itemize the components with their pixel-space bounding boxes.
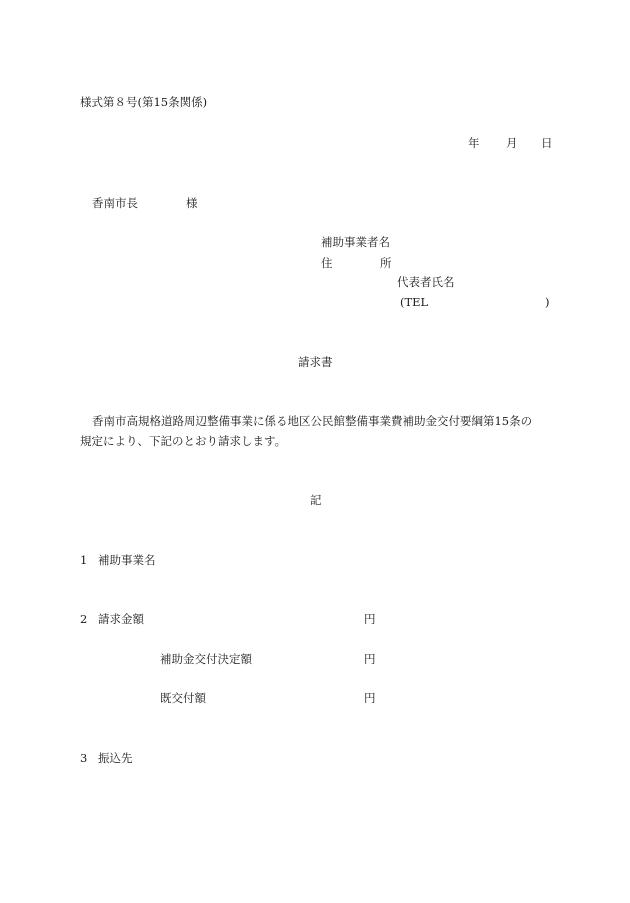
item2-unit: 円 <box>364 612 376 626</box>
date-day-label: 日 <box>541 136 553 150</box>
tel-label-open: (TEL <box>400 295 429 309</box>
already-paid-label: 既交付額 <box>160 691 206 705</box>
item2-label: 請求金額 <box>98 612 144 626</box>
applicant-org-label: 補助事業者名 <box>321 235 390 249</box>
body-text-line-2: 規定により、下記のとおり請求します。 <box>80 434 287 448</box>
decided-amount-label: 補助金交付決定額 <box>160 652 252 666</box>
addressee-name: 香南市長 <box>92 196 138 210</box>
decided-amount-unit: 円 <box>364 652 376 666</box>
item3-number: 3 <box>80 751 88 765</box>
form-number: 様式第８号(第15条関係) <box>80 95 208 109</box>
body-text-line-1: 香南市高規格道路周辺整備事業に係る地区公民館整備事業費補助金交付要綱第15条の <box>92 414 533 428</box>
date-year-label: 年 <box>468 136 480 150</box>
address-label-part2: 所 <box>380 256 392 270</box>
item3-label: 振込先 <box>98 751 133 765</box>
address-label-part1: 住 <box>321 256 333 270</box>
representative-label: 代表者氏名 <box>397 275 455 289</box>
date-month-label: 月 <box>506 136 518 150</box>
tel-label-close: ) <box>545 295 550 309</box>
addressee-honorific: 様 <box>186 196 198 210</box>
ki-heading: 記 <box>310 493 322 507</box>
item1-number: 1 <box>80 553 88 567</box>
already-paid-unit: 円 <box>364 691 376 705</box>
document-title: 請求書 <box>298 355 333 369</box>
item2-number: 2 <box>80 612 88 626</box>
item1-label: 補助事業名 <box>98 553 156 567</box>
